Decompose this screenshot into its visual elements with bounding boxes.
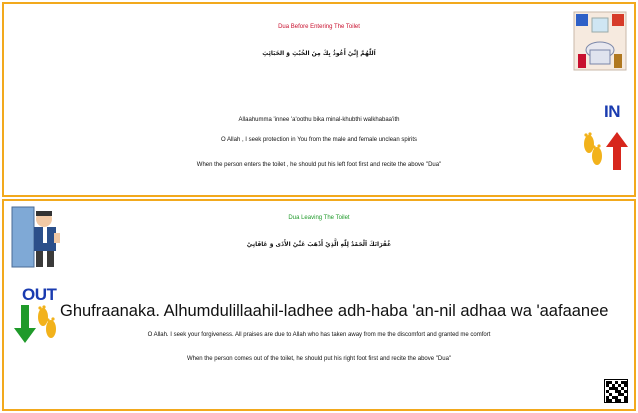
qr-code-icon [604, 379, 628, 403]
instruction-entering: When the person enters the toilet , he should put his left foot first and recite the above "Dua" [196, 162, 442, 168]
arabic-dua-leaving: غُفْرَانَكَ اَلْحَمْدُ لِلّٰهِ الَّذِيْ أَذْهَبَ عَنِّيْ الأَذَى وَ عَافَانِيْ [246, 241, 392, 248]
transliteration-entering: Allaahumma 'innee 'a'oothu bika minal-khubthi walkhabaa'ith [238, 117, 400, 123]
title-leaving: Dua Leaving The Toilet [288, 215, 350, 221]
in-label: IN [604, 102, 620, 121]
out-label: OUT [22, 285, 57, 304]
card-before-entering [2, 2, 636, 197]
arabic-dua-entering: اَللّٰهُمَّ إِنِّيْ أَعُوذُ بِكَ مِنَ الخُبُثِ وَ الخَبَائِثِ [262, 50, 376, 57]
bathroom-illustration [572, 10, 628, 72]
footprints-icon [582, 132, 604, 168]
title-before-entering: Dua Before Entering The Toilet [278, 24, 360, 30]
instruction-leaving: When the person comes out of the toilet, he should put his right foot first and recite the above "Dua" [186, 356, 452, 362]
card-leaving [2, 199, 636, 411]
meaning-entering: O Allah , I seek protection in You from the male and female unclean spirits [220, 137, 418, 143]
meaning-leaving: O Allah. I seek your forgiveness. All praises are due to Allah who has taken away from me the discomfort and granted me comfort [147, 332, 491, 338]
transliteration-leaving: Ghufraanaka. Alhumdulillaahil-ladhee adh-haba 'an-nil adhaa wa 'aafaanee [60, 302, 609, 320]
up-arrow-icon [606, 132, 628, 170]
